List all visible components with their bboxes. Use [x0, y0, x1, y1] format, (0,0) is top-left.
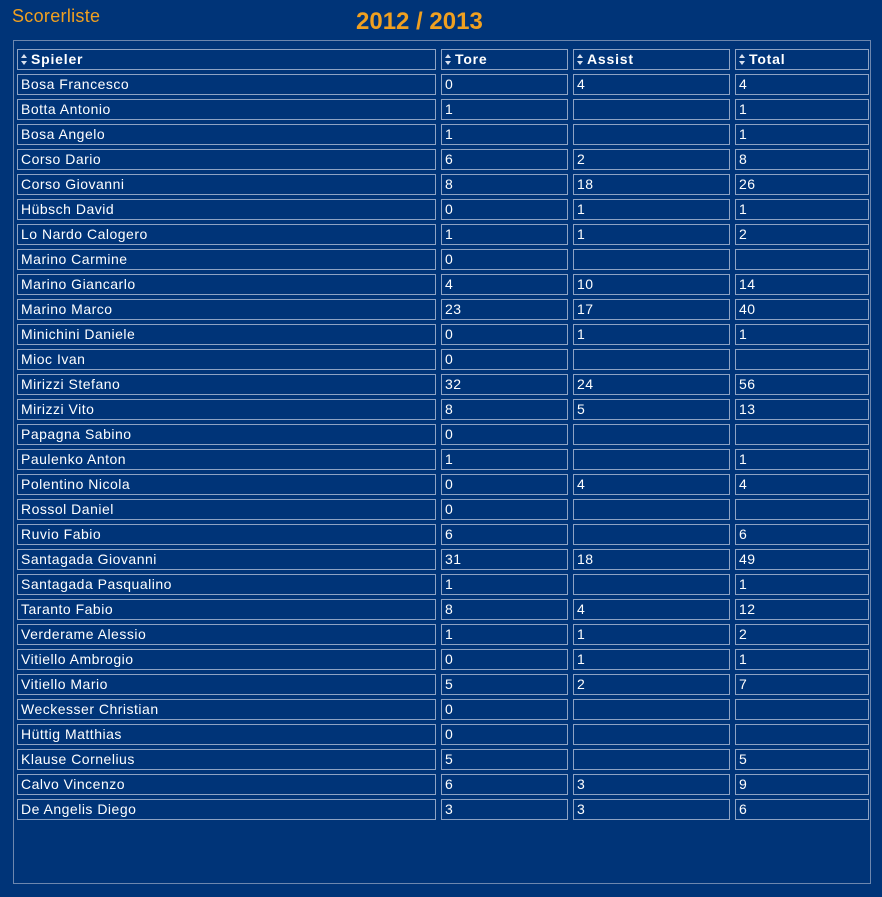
- table-row: [17, 324, 869, 345]
- assists-cell: 18: [573, 174, 730, 195]
- sort-icon: [21, 54, 27, 65]
- table-row: [17, 349, 869, 370]
- total-cell: 5: [735, 749, 869, 770]
- assists-cell: 3: [573, 774, 730, 795]
- assists-cell: [573, 574, 730, 595]
- assists-cell: 1: [573, 224, 730, 245]
- table-row: [17, 749, 869, 770]
- total-cell: 9: [735, 774, 869, 795]
- total-cell: 4: [735, 474, 869, 495]
- assists-cell: [573, 349, 730, 370]
- total-cell: 2: [735, 624, 869, 645]
- table-row: [17, 149, 869, 170]
- goals-cell: 23: [441, 299, 568, 320]
- total-cell: 13: [735, 399, 869, 420]
- goals-cell: 5: [441, 749, 568, 770]
- player-name-cell: Corso Giovanni: [17, 174, 436, 195]
- table-row: [17, 499, 869, 520]
- table-row: [17, 399, 869, 420]
- goals-cell: 0: [441, 724, 568, 745]
- assists-cell: 1: [573, 324, 730, 345]
- goals-cell: 1: [441, 624, 568, 645]
- player-name-cell: Mioc Ivan: [17, 349, 436, 370]
- total-cell: 1: [735, 124, 869, 145]
- goals-cell: 31: [441, 549, 568, 570]
- goals-cell: 1: [441, 574, 568, 595]
- total-cell: 2: [735, 224, 869, 245]
- total-cell: 8: [735, 149, 869, 170]
- table-row: [17, 424, 869, 445]
- player-name-cell: Marino Marco: [17, 299, 436, 320]
- player-name-cell: De Angelis Diego: [17, 799, 436, 820]
- goals-cell: 1: [441, 124, 568, 145]
- total-cell: 6: [735, 799, 869, 820]
- player-name-cell: Vitiello Mario: [17, 674, 436, 695]
- total-cell: [735, 699, 869, 720]
- column-header-label: Assist: [587, 51, 634, 67]
- sort-icon: [577, 54, 583, 65]
- total-cell: 4: [735, 74, 869, 95]
- goals-cell: 0: [441, 424, 568, 445]
- total-cell: 1: [735, 449, 869, 470]
- assists-cell: 4: [573, 599, 730, 620]
- assists-cell: [573, 124, 730, 145]
- total-cell: [735, 249, 869, 270]
- table-row: [17, 124, 869, 145]
- column-header-spieler[interactable]: [17, 49, 436, 70]
- player-name-cell: Ruvio Fabio: [17, 524, 436, 545]
- player-name-cell: Paulenko Anton: [17, 449, 436, 470]
- table-row: [17, 249, 869, 270]
- goals-cell: 0: [441, 499, 568, 520]
- table-row: [17, 674, 869, 695]
- table-row: [17, 724, 869, 745]
- table-row: [17, 299, 869, 320]
- player-name-cell: Marino Carmine: [17, 249, 436, 270]
- total-cell: [735, 499, 869, 520]
- total-cell: 1: [735, 574, 869, 595]
- total-cell: 40: [735, 299, 869, 320]
- column-header-total[interactable]: [735, 49, 869, 70]
- player-name-cell: Klause Cornelius: [17, 749, 436, 770]
- column-header-assist[interactable]: [573, 49, 730, 70]
- player-name-cell: Bosa Francesco: [17, 74, 436, 95]
- player-name-cell: Calvo Vincenzo: [17, 774, 436, 795]
- goals-cell: 32: [441, 374, 568, 395]
- goals-cell: 6: [441, 774, 568, 795]
- player-name-cell: Botta Antonio: [17, 99, 436, 120]
- assists-cell: 24: [573, 374, 730, 395]
- total-cell: 6: [735, 524, 869, 545]
- goals-cell: 1: [441, 449, 568, 470]
- assists-cell: 3: [573, 799, 730, 820]
- goals-cell: 0: [441, 199, 568, 220]
- scorer-table: [12, 45, 874, 824]
- table-row: [17, 624, 869, 645]
- player-name-cell: Lo Nardo Calogero: [17, 224, 436, 245]
- total-cell: 26: [735, 174, 869, 195]
- goals-cell: 8: [441, 399, 568, 420]
- goals-cell: 6: [441, 149, 568, 170]
- player-name-cell: Papagna Sabino: [17, 424, 436, 445]
- goals-cell: 1: [441, 99, 568, 120]
- assists-cell: 18: [573, 549, 730, 570]
- player-name-cell: Santagada Pasqualino: [17, 574, 436, 595]
- goals-cell: 0: [441, 349, 568, 370]
- goals-cell: 5: [441, 674, 568, 695]
- player-name-cell: Santagada Giovanni: [17, 549, 436, 570]
- table-body: [17, 74, 869, 820]
- player-name-cell: Mirizzi Stefano: [17, 374, 436, 395]
- player-name-cell: Polentino Nicola: [17, 474, 436, 495]
- table-row: [17, 524, 869, 545]
- player-name-cell: Marino Giancarlo: [17, 274, 436, 295]
- player-name-cell: Taranto Fabio: [17, 599, 436, 620]
- sort-icon: [739, 54, 745, 65]
- goals-cell: 0: [441, 74, 568, 95]
- player-name-cell: Minichini Daniele: [17, 324, 436, 345]
- assists-cell: [573, 724, 730, 745]
- goals-cell: 0: [441, 699, 568, 720]
- goals-cell: 4: [441, 274, 568, 295]
- table-row: [17, 199, 869, 220]
- table-row: [17, 574, 869, 595]
- assists-cell: 1: [573, 649, 730, 670]
- goals-cell: 0: [441, 249, 568, 270]
- table-row: [17, 549, 869, 570]
- table-row: [17, 274, 869, 295]
- total-cell: 7: [735, 674, 869, 695]
- goals-cell: 0: [441, 474, 568, 495]
- table-row: [17, 99, 869, 120]
- total-cell: 49: [735, 549, 869, 570]
- assists-cell: [573, 449, 730, 470]
- assists-cell: 5: [573, 399, 730, 420]
- total-cell: 1: [735, 649, 869, 670]
- assists-cell: [573, 699, 730, 720]
- player-name-cell: Vitiello Ambrogio: [17, 649, 436, 670]
- table-row: [17, 74, 869, 95]
- assists-cell: [573, 524, 730, 545]
- table-row: [17, 799, 869, 820]
- assists-cell: 17: [573, 299, 730, 320]
- player-name-cell: Corso Dario: [17, 149, 436, 170]
- player-name-cell: Hüttig Matthias: [17, 724, 436, 745]
- total-cell: 14: [735, 274, 869, 295]
- goals-cell: 8: [441, 599, 568, 620]
- season-title: 2012 / 2013: [356, 8, 483, 35]
- column-header-label: Spieler: [31, 51, 84, 67]
- assists-cell: 1: [573, 199, 730, 220]
- goals-cell: 6: [441, 524, 568, 545]
- total-cell: 12: [735, 599, 869, 620]
- total-cell: 1: [735, 99, 869, 120]
- table-row: [17, 699, 869, 720]
- player-name-cell: Bosa Angelo: [17, 124, 436, 145]
- assists-cell: [573, 424, 730, 445]
- page-title: Scorerliste: [12, 6, 101, 26]
- total-cell: [735, 724, 869, 745]
- player-name-cell: Mirizzi Vito: [17, 399, 436, 420]
- player-name-cell: Hübsch David: [17, 199, 436, 220]
- player-name-cell: Verderame Alessio: [17, 624, 436, 645]
- assists-cell: 2: [573, 149, 730, 170]
- goals-cell: 1: [441, 224, 568, 245]
- total-cell: 56: [735, 374, 869, 395]
- table-row: [17, 774, 869, 795]
- assists-cell: 4: [573, 474, 730, 495]
- column-header-label: Tore: [455, 51, 488, 67]
- total-cell: 1: [735, 199, 869, 220]
- assists-cell: 10: [573, 274, 730, 295]
- player-name-cell: Rossol Daniel: [17, 499, 436, 520]
- table-row: [17, 224, 869, 245]
- table-row: [17, 474, 869, 495]
- table-row: [17, 649, 869, 670]
- sort-icon: [445, 54, 451, 65]
- assists-cell: [573, 499, 730, 520]
- header-row: [17, 49, 869, 70]
- goals-cell: 0: [441, 649, 568, 670]
- table-row: [17, 174, 869, 195]
- column-header-label: Total: [749, 51, 786, 67]
- table-row: [17, 599, 869, 620]
- assists-cell: 2: [573, 674, 730, 695]
- assists-cell: 1: [573, 624, 730, 645]
- column-header-tore[interactable]: [441, 49, 568, 70]
- assists-cell: 4: [573, 74, 730, 95]
- table-row: [17, 449, 869, 470]
- assists-cell: [573, 249, 730, 270]
- total-cell: 1: [735, 324, 869, 345]
- player-name-cell: Weckesser Christian: [17, 699, 436, 720]
- goals-cell: 3: [441, 799, 568, 820]
- total-cell: [735, 424, 869, 445]
- goals-cell: 0: [441, 324, 568, 345]
- table-row: [17, 374, 869, 395]
- goals-cell: 8: [441, 174, 568, 195]
- assists-cell: [573, 749, 730, 770]
- total-cell: [735, 349, 869, 370]
- assists-cell: [573, 99, 730, 120]
